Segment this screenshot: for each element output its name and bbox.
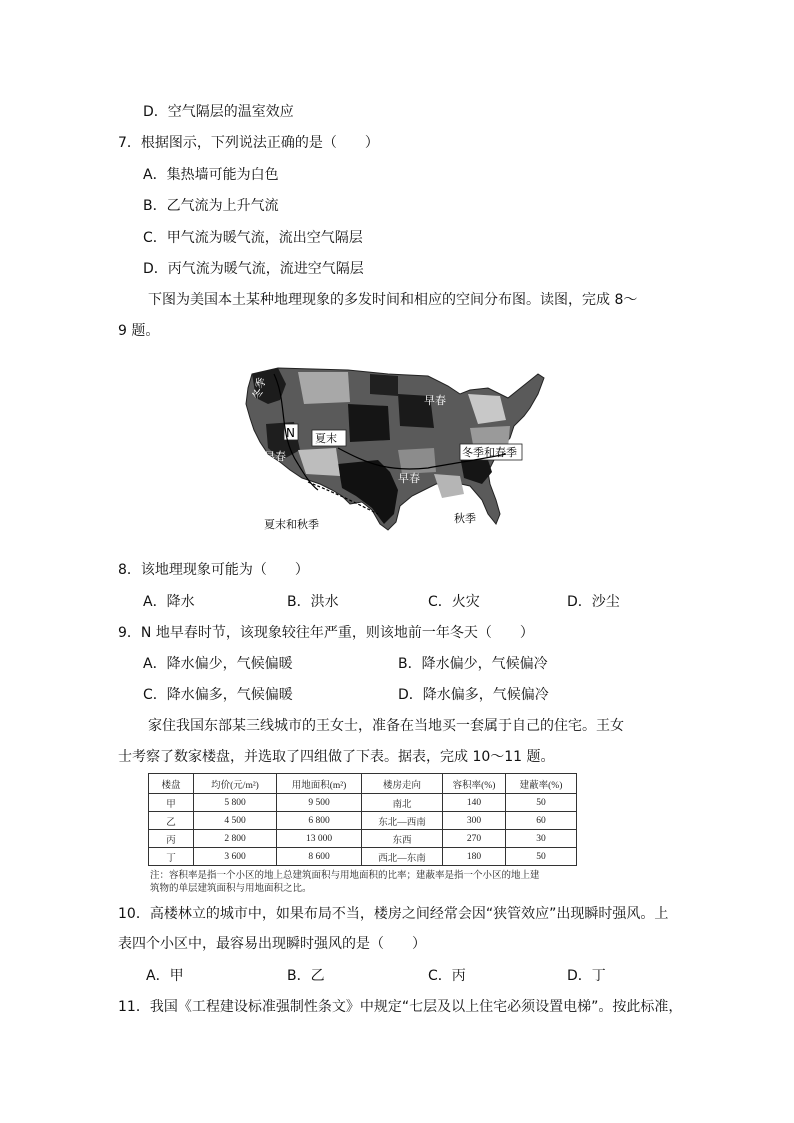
table-cell: 13 000 xyxy=(277,830,362,848)
map-region-light-se xyxy=(434,474,464,498)
map-label-winter: 冬季 xyxy=(250,376,269,401)
table-header-cell: 用地面积(m²) xyxy=(277,774,362,794)
q7-option-c: C．甲气流为暖气流，流出空气隔层 xyxy=(143,230,363,246)
table-row xyxy=(149,830,577,848)
map-region-light-sc xyxy=(398,448,436,474)
q6-option-d: D．空气隔层的温室效应 xyxy=(143,104,294,120)
table-cell: 9 500 xyxy=(277,794,362,812)
q7-option-b: B．乙气流为上升气流 xyxy=(143,198,279,214)
table-cell: 5 800 xyxy=(194,794,277,812)
table-cell: 甲 xyxy=(149,794,194,812)
table-note-line2: 筑物的单层建筑面积与用地面积之比。 xyxy=(150,883,312,894)
intro-10-11-line1: 家住我国东部某三线城市的王女士，准备在当地买一套属于自己的住宅。王女 xyxy=(148,718,624,734)
table-header-cell: 容积率(%) xyxy=(443,774,506,794)
table-cell: 140 xyxy=(443,794,506,812)
table-row xyxy=(149,848,577,866)
q7-option-a: A．集热墙可能为白色 xyxy=(143,167,279,183)
table-cell: 东西 xyxy=(362,830,443,848)
map-label-late-summer-autumn: 夏末和秋季 xyxy=(264,518,319,531)
table-cell: 270 xyxy=(443,830,506,848)
q8-option-b: B．洪水 xyxy=(287,594,339,610)
table-cell: 4 500 xyxy=(194,812,277,830)
table-cell: 60 xyxy=(506,812,577,830)
table-cell: 2 800 xyxy=(194,830,277,848)
q9-option-d: D．降水偏多，气候偏冷 xyxy=(398,687,549,703)
table-cell: 东北—西南 xyxy=(362,812,443,830)
q8-stem: 8．该地理现象可能为（ ） xyxy=(118,562,309,578)
q10-option-d: D．丁 xyxy=(567,968,606,984)
table-cell: 300 xyxy=(443,812,506,830)
q10-option-b: B．乙 xyxy=(287,968,325,984)
map-label-autumn: 秋季 xyxy=(454,512,476,525)
usa-map-figure xyxy=(238,364,550,548)
table-header-cell: 均价(元/m²) xyxy=(194,774,277,794)
q9-option-a: A．降水偏少，气候偏暖 xyxy=(143,656,293,672)
table-cell: 8 600 xyxy=(277,848,362,866)
map-label-early-spring-ne: 早春 xyxy=(424,394,446,407)
q9-stem: 9．N 地早春时节，该现象较往年严重，则该地前一年冬天（ ） xyxy=(118,625,534,641)
map-region-dark-nd xyxy=(370,374,398,396)
q10-stem-line2: 表四个小区中，最容易出现瞬时强风的是（ ） xyxy=(118,936,426,952)
q7-option-d: D．丙气流为暖气流，流进空气隔层 xyxy=(143,261,364,277)
table-cell: 50 xyxy=(506,848,577,866)
table-cell: 南北 xyxy=(362,794,443,812)
table-header-row xyxy=(149,774,577,794)
table-cell: 180 xyxy=(443,848,506,866)
q8-option-d: D．沙尘 xyxy=(567,594,620,610)
q10-option-c: C．丙 xyxy=(428,968,466,984)
table-cell: 3 600 xyxy=(194,848,277,866)
table-cell: 丙 xyxy=(149,830,194,848)
table-header-cell: 楼房走向 xyxy=(362,774,443,794)
map-region-dark-center xyxy=(348,404,390,442)
q10-stem-line1: 10．高楼林立的城市中，如果布局不当，楼房之间经常会因“狭管效应”出现瞬时强风。上 xyxy=(118,906,669,922)
table-cell: 6 800 xyxy=(277,812,362,830)
map-label-late-summer: 夏末 xyxy=(315,432,337,445)
housing-table xyxy=(148,773,577,866)
map-label-early-spring-w: 早春 xyxy=(264,450,286,463)
housing-table-wrapper xyxy=(148,773,618,866)
intro-8-9-line2: 9 题。 xyxy=(118,323,160,339)
table-header-cell: 楼盘 xyxy=(149,774,194,794)
map-label-n: N xyxy=(286,426,295,440)
map-region-light-n xyxy=(298,372,350,404)
q8-option-a: A．降水 xyxy=(143,594,195,610)
q8-option-c: C．火灾 xyxy=(428,594,480,610)
q7-stem: 7．根据图示，下列说法正确的是（ ） xyxy=(118,135,379,151)
q11-stem: 11．我国《工程建设标准强制性条文》中规定“七层及以上住宅必须设置电梯”。按此标准， xyxy=(118,999,683,1015)
q10-option-a: A．甲 xyxy=(146,968,184,984)
table-cell: 丁 xyxy=(149,848,194,866)
table-note-line1: 注：容积率是指一个小区的地上总建筑面积与用地面积的比率；建蔽率是指一个小区的地上建 xyxy=(150,870,540,881)
map-label-winter-spring: 冬季和春季 xyxy=(462,446,517,459)
table-cell: 30 xyxy=(506,830,577,848)
q9-option-b: B．降水偏少，气候偏冷 xyxy=(398,656,548,672)
table-row xyxy=(149,812,577,830)
table-row xyxy=(149,794,577,812)
table-header-cell: 建蔽率(%) xyxy=(506,774,577,794)
table-cell: 西北—东南 xyxy=(362,848,443,866)
map-label-early-spring-s: 早春 xyxy=(398,472,420,485)
table-cell: 乙 xyxy=(149,812,194,830)
q9-option-c: C．降水偏多，气候偏暖 xyxy=(143,687,293,703)
intro-8-9-line1: 下图为美国本土某种地理现象的多发时间和相应的空间分布图。读图，完成 8～ xyxy=(148,292,638,308)
intro-10-11-line2: 士考察了数家楼盘，并选取了四组做了下表。据表，完成 10～11 题。 xyxy=(118,749,555,765)
table-cell: 50 xyxy=(506,794,577,812)
